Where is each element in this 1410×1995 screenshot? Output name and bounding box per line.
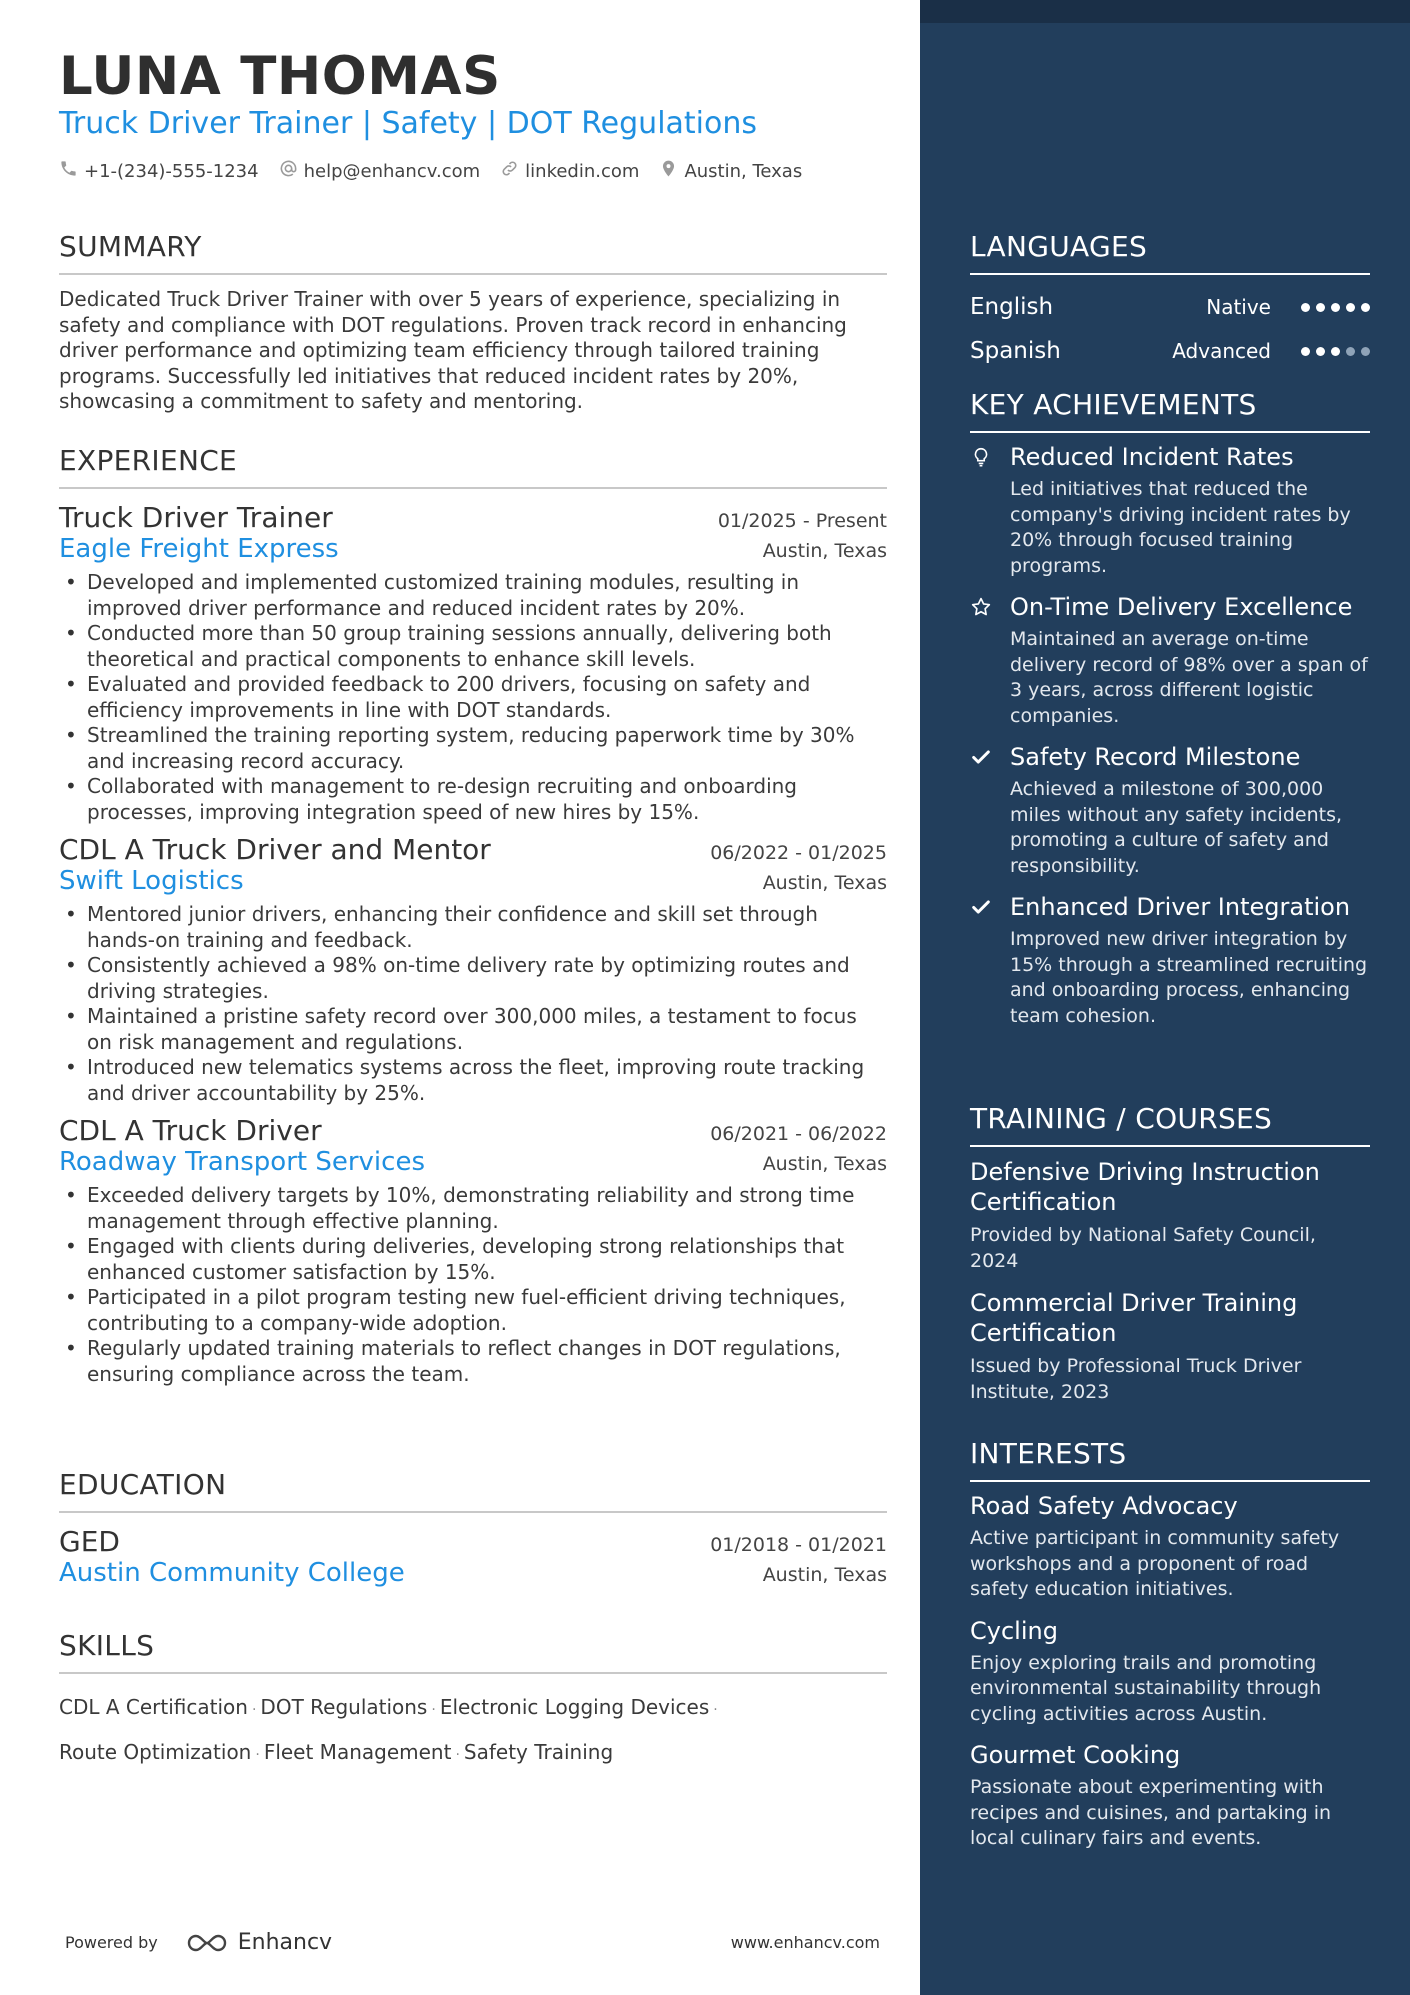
job-bullets <box>59 570 887 825</box>
website-link[interactable]: www.enhancv.com <box>730 1933 880 1952</box>
checkmark-icon <box>970 743 1010 879</box>
infinity-logo-icon <box>184 1931 230 1955</box>
interests-section <box>970 1437 1370 1866</box>
link-icon <box>500 159 519 183</box>
achievement-desc: Improved new driver integration by 15% through a streamlined recruiting and onboarding process, enhancing team cohesion. <box>1010 928 1368 1027</box>
achievements-section <box>970 388 1370 1043</box>
star-icon <box>970 593 1010 729</box>
job-entry <box>59 833 887 1106</box>
interest-desc: Active participant in community safety workshops and a proponent of road safety education initiatives. <box>970 1527 1340 1600</box>
contact-location <box>659 159 802 183</box>
course-item <box>970 1157 1370 1274</box>
brand-name: Enhancv <box>237 1930 333 1955</box>
job-title: Truck Driver Trainer <box>59 501 333 534</box>
skill-item: Safety Training <box>463 1740 614 1764</box>
job-bullets <box>59 902 887 1106</box>
experience-section <box>59 444 887 1395</box>
contact-phone[interactable] <box>59 159 259 183</box>
achievement-item <box>970 593 1370 729</box>
achievement-item <box>970 743 1370 879</box>
bullet-item: • Consistently achieved a 98% on-time delivery rate by optimizing routes and driving strategies. <box>59 953 887 1004</box>
experience-title: EXPERIENCE <box>59 444 887 489</box>
skill-item: Fleet Management <box>263 1740 452 1764</box>
job-location: Austin, Texas <box>762 540 887 562</box>
degree: GED <box>59 1525 120 1558</box>
candidate-name: LUNA THOMAS <box>59 46 501 107</box>
language-name: Spanish <box>970 338 1061 364</box>
phone-text: +1-(234)-555-1234 <box>84 160 259 182</box>
job-bullets <box>59 1183 887 1387</box>
achievement-desc: Achieved a milestone of 300,000 miles without any safety incidents, promoting a culture of safety and responsibility. <box>1010 778 1343 877</box>
language-row <box>970 285 1370 329</box>
job-title: CDL A Truck Driver <box>59 1114 322 1147</box>
contact-linkedin[interactable] <box>500 159 639 183</box>
contact-bar <box>59 159 802 183</box>
email-text: help@enhancv.com <box>303 160 481 182</box>
job-entry <box>59 1114 887 1387</box>
sidebar-top-bar <box>920 0 1410 23</box>
sidebar <box>920 0 1410 1995</box>
company-name: Swift Logistics <box>59 866 244 896</box>
summary-title: SUMMARY <box>59 230 887 275</box>
company-name: Eagle Freight Express <box>59 534 339 564</box>
language-name: English <box>970 294 1054 320</box>
checkmark-icon <box>970 893 1010 1029</box>
footer <box>65 1930 880 1955</box>
achievement-desc: Maintained an average on-time delivery record of 98% over a span of 3 years, across different logistic companies. <box>1010 628 1368 727</box>
headline: Truck Driver Trainer | Safety | DOT Regulations <box>59 106 758 141</box>
course-item <box>970 1288 1370 1405</box>
job-dates: 06/2022 - 01/2025 <box>710 842 887 864</box>
achievement-title: Reduced Incident Rates <box>1010 443 1294 471</box>
course-desc: Issued by Professional Truck Driver Institute, 2023 <box>970 1355 1302 1403</box>
skills-title: SKILLS <box>59 1629 887 1674</box>
skills-section <box>59 1629 887 1776</box>
languages-section <box>970 230 1370 373</box>
job-location: Austin, Texas <box>762 872 887 894</box>
interest-title: Road Safety Advocacy <box>970 1492 1238 1520</box>
bullet-item: • Participated in a pilot program testing new fuel-efficient driving techniques, contributing to a company-wide adoption. <box>59 1285 887 1336</box>
proficiency-dots <box>1301 303 1370 312</box>
job-location: Austin, Texas <box>762 1153 887 1175</box>
summary-text: Dedicated Truck Driver Trainer with over 5 years of experience, specializing in safety and compliance with DOT regulations. Proven track record in enhancing driver performance and optimizing team efficiency through tailored training programs. Successfully led initiatives that reduced incident rates by 20%, showcasing a commitment to safety and mentoring. <box>59 287 847 413</box>
dot-filled <box>1361 303 1370 312</box>
language-row <box>970 329 1370 373</box>
skill-item: CDL A Certification <box>59 1695 248 1719</box>
dot-filled <box>1331 303 1340 312</box>
achievement-item <box>970 443 1370 579</box>
lightbulb-icon <box>970 443 1010 579</box>
job-dates: 06/2021 - 06/2022 <box>710 1123 887 1145</box>
bullet-item: • Evaluated and provided feedback to 200 drivers, focusing on safety and efficiency improvements in line with DOT standards. <box>59 672 887 723</box>
education-section <box>59 1468 887 1588</box>
location-text: Austin, Texas <box>684 160 803 182</box>
achievement-title: Enhanced Driver Integration <box>1010 893 1351 921</box>
bullet-item: • Developed and implemented customized training modules, resulting in improved driver performance and reduced incident rates by 20%. <box>59 570 887 621</box>
interest-desc: Enjoy exploring trails and promoting environmental sustainability through cycling activities across Austin. <box>970 1651 1322 1725</box>
summary-section <box>59 230 887 415</box>
school-location: Austin, Texas <box>762 1564 887 1586</box>
course-desc: Provided by National Safety Council, 2024 <box>970 1224 1316 1272</box>
languages-title: LANGUAGES <box>970 230 1370 275</box>
language-level: Native <box>1206 295 1271 319</box>
bullet-item: • Regularly updated training materials to reflect changes in DOT regulations, ensuring compliance across the team. <box>59 1336 887 1387</box>
training-section <box>970 1102 1370 1419</box>
dot-filled <box>1301 303 1310 312</box>
linkedin-text: linkedin.com <box>525 160 640 182</box>
achievement-item <box>970 893 1370 1029</box>
job-title: CDL A Truck Driver and Mentor <box>59 833 491 866</box>
dot-filled <box>1346 303 1355 312</box>
company-name: Roadway Transport Services <box>59 1147 425 1177</box>
at-icon <box>279 159 298 183</box>
bullet-item: • Engaged with clients during deliveries, developing strong relationships that enhanced customer satisfaction by 15%. <box>59 1234 887 1285</box>
course-title: Commercial Driver Training Certification <box>970 1289 1298 1347</box>
skills-list: CDL A Certification · DOT Regulations · Electronic Logging Devices · Route Optimization · Fleet Management · Safety Training <box>59 1695 718 1764</box>
language-level: Advanced <box>1172 339 1271 363</box>
dot-filled <box>1331 347 1340 356</box>
interest-item <box>970 1741 1370 1852</box>
skill-item: DOT Regulations <box>260 1695 428 1719</box>
interest-item <box>970 1492 1370 1603</box>
education-dates: 01/2018 - 01/2021 <box>710 1534 887 1556</box>
phone-icon <box>59 159 78 183</box>
course-title: Defensive Driving Instruction Certification <box>970 1158 1320 1216</box>
brand-logo[interactable] <box>184 1930 332 1955</box>
dot-filled <box>1316 347 1325 356</box>
bullet-item: • Streamlined the training reporting system, reducing paperwork time by 30% and increasing record accuracy. <box>59 723 887 774</box>
achievements-title: KEY ACHIEVEMENTS <box>970 388 1370 433</box>
skill-item: Route Optimization <box>59 1740 252 1764</box>
dot-empty <box>1361 347 1370 356</box>
powered-by <box>65 1930 332 1955</box>
job-entry <box>59 501 887 825</box>
skill-item: Electronic Logging Devices <box>439 1695 710 1719</box>
job-dates: 01/2025 - Present <box>717 510 887 532</box>
bullet-item: • Exceeded delivery targets by 10%, demonstrating reliability and strong time management through effective planning. <box>59 1183 887 1234</box>
proficiency-dots <box>1301 347 1370 356</box>
dot-filled <box>1301 347 1310 356</box>
bullet-item: • Introduced new telematics systems across the fleet, improving route tracking and driver accountability by 25%. <box>59 1055 887 1106</box>
achievement-desc: Led initiatives that reduced the company's driving incident rates by 20% through focused training programs. <box>1010 478 1351 577</box>
bullet-item: • Conducted more than 50 group training sessions annually, delivering both theoretical and practical components to enhance skill levels. <box>59 621 887 672</box>
achievement-title: On-Time Delivery Excellence <box>1010 593 1353 621</box>
bullet-item: • Maintained a pristine safety record over 300,000 miles, a testament to focus on risk management and regulations. <box>59 1004 887 1055</box>
dot-empty <box>1346 347 1355 356</box>
interest-title: Cycling <box>970 1616 1058 1645</box>
location-pin-icon <box>659 159 678 183</box>
education-title: EDUCATION <box>59 1468 887 1513</box>
interest-desc: Passionate about experimenting with recipes and cuisines, and partaking in local culinary fairs and events. <box>970 1776 1332 1849</box>
powered-by-label: Powered by <box>65 1933 158 1952</box>
bullet-item: • Collaborated with management to re-design recruiting and onboarding processes, improving integration speed of new hires by 15%. <box>59 774 887 825</box>
interests-title: INTERESTS <box>970 1437 1370 1482</box>
interest-title: Gourmet Cooking <box>970 1741 1181 1769</box>
dot-filled <box>1316 303 1325 312</box>
achievement-title: Safety Record Milestone <box>1010 743 1301 771</box>
interest-item <box>970 1617 1370 1728</box>
bullet-item: • Mentored junior drivers, enhancing their confidence and skill set through hands-on training and feedback. <box>59 902 887 953</box>
contact-email[interactable] <box>279 159 481 183</box>
school-name: Austin Community College <box>59 1558 405 1588</box>
training-title: TRAINING / COURSES <box>970 1102 1370 1147</box>
